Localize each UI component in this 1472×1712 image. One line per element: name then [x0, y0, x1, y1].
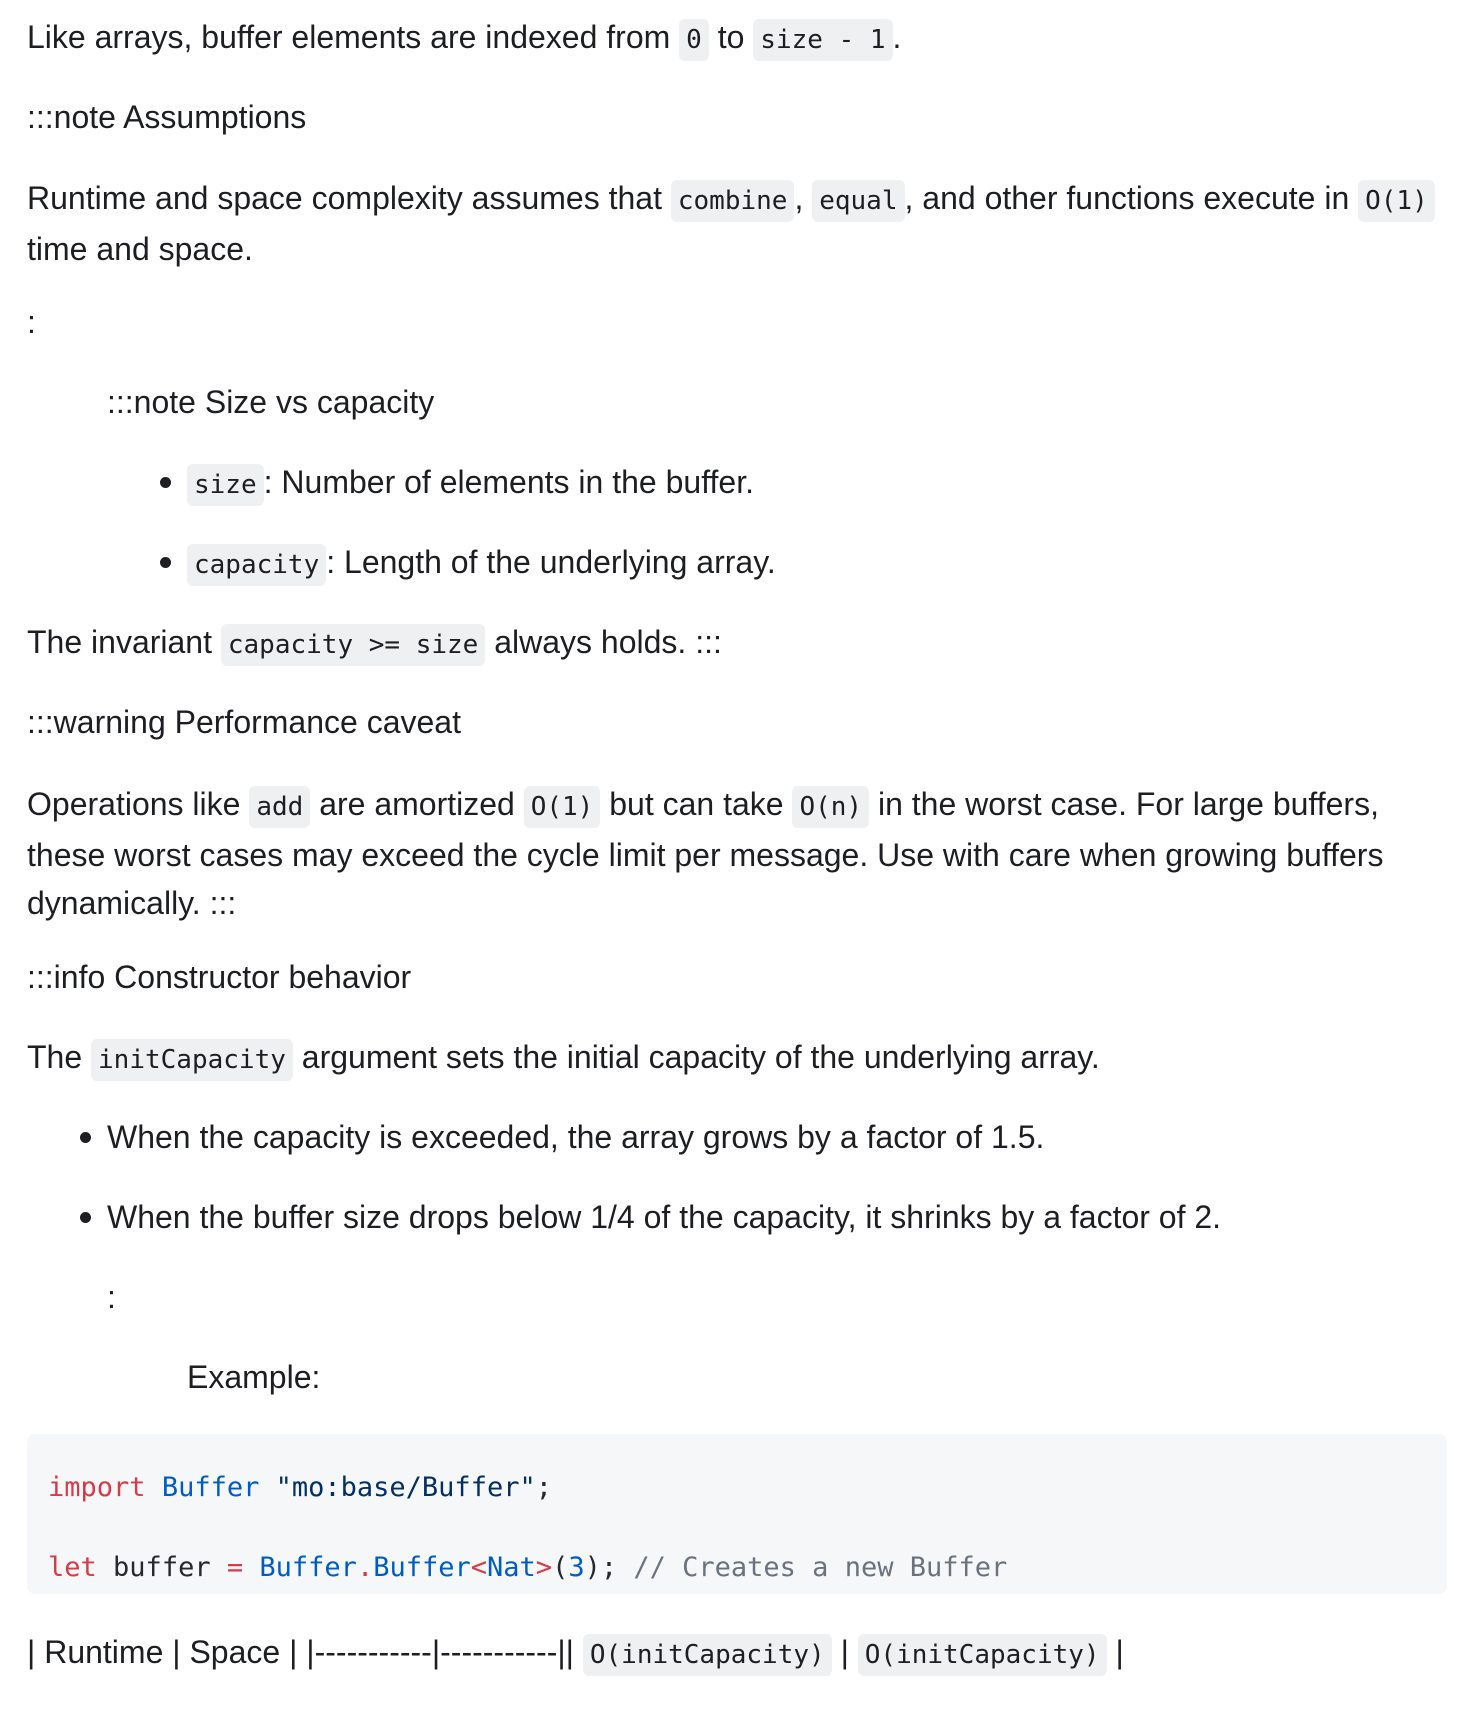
intro-text: Like arrays, buffer elements are indexed from: [27, 19, 680, 55]
inline-code: size - 1: [753, 19, 892, 61]
list-item-text: : Number of elements in the buffer.: [263, 464, 754, 500]
code-punctuation: ;: [535, 1472, 552, 1503]
list-item: When the capacity is exceeded, the array grows by a factor of 1.5.: [107, 1119, 1045, 1155]
code-type: Nat: [487, 1552, 536, 1583]
paragraph-text: are amortized: [310, 786, 524, 822]
inline-code: combine: [671, 180, 795, 222]
table-text: | Runtime | Space | |-----------|-----------||: [27, 1634, 583, 1670]
intro-paragraph: [27, 15, 901, 62]
note-closer: :: [107, 1279, 116, 1315]
example-label: Example:: [187, 1359, 321, 1395]
table-text: |: [831, 1634, 858, 1670]
list-item: [187, 460, 754, 507]
intro-text: .: [892, 19, 902, 55]
code-comment: // Creates a new Buffer: [633, 1552, 1008, 1583]
table-text: |: [1106, 1634, 1124, 1670]
inline-code: capacity >= size: [221, 624, 485, 666]
paragraph-text: argument sets the initial capacity of the underlying array.: [292, 1039, 1100, 1075]
code-line: [48, 1550, 1007, 1586]
bullet-icon: [80, 1132, 91, 1143]
inline-code: size: [187, 464, 264, 506]
paragraph-text: Runtime and space complexity assumes that: [27, 180, 671, 216]
info-heading: :::info Constructor behavior: [27, 959, 412, 995]
code-operator: =: [226, 1552, 244, 1583]
code-line: [48, 1470, 552, 1506]
code-operator: <: [470, 1552, 488, 1583]
code-operator: >: [535, 1552, 553, 1583]
paragraph-text: but can take: [600, 786, 793, 822]
code-identifier: Buffer: [161, 1472, 260, 1503]
list-item-text: : Length of the underlying array.: [326, 544, 776, 580]
paragraph-text: always holds. :::: [485, 624, 722, 660]
paragraph-text: ,: [794, 180, 813, 216]
inline-code: O(n): [792, 786, 869, 828]
list-item: When the buffer size drops below 1/4 of the capacity, it shrinks by a factor of 2.: [107, 1199, 1222, 1235]
inline-code: O(1): [524, 786, 601, 828]
inline-code: initCapacity: [91, 1039, 293, 1081]
paragraph-text: , and other functions execute in: [904, 180, 1359, 216]
paragraph-text: Operations like: [27, 786, 250, 822]
code-punctuation: );: [584, 1552, 618, 1583]
assumptions-paragraph: [27, 174, 1447, 273]
code-identifier: Buffer: [373, 1552, 471, 1583]
code-identifier: Buffer: [259, 1552, 357, 1583]
list-item: [187, 540, 776, 587]
paragraph-text: in the worst case. For large buffers, these worst cases may exceed the cycle limit per message. Use with care when growing buffers dynamically. :::: [27, 786, 1384, 921]
code-operator: .: [356, 1552, 374, 1583]
paragraph-text: The: [27, 1039, 92, 1075]
inline-code: capacity: [187, 544, 326, 586]
intro-text: to: [708, 19, 754, 55]
inline-code: O(initCapacity): [583, 1634, 832, 1676]
code-identifier: buffer: [113, 1552, 211, 1583]
invariant-paragraph: [27, 620, 722, 667]
code-number: 3: [568, 1552, 585, 1583]
bullet-icon: [160, 477, 171, 488]
inline-code: equal: [812, 180, 904, 222]
table-markdown-row: [27, 1630, 1124, 1677]
note-assumptions-heading: :::note Assumptions: [27, 99, 307, 135]
inline-code: O(initCapacity): [858, 1634, 1107, 1676]
warning-heading: :::warning Performance caveat: [27, 704, 461, 740]
code-keyword: import: [48, 1472, 146, 1503]
code-string: "mo:base/Buffer": [275, 1472, 536, 1503]
note-size-heading: :::note Size vs capacity: [107, 384, 435, 420]
code-block: [27, 1434, 1447, 1594]
code-keyword: let: [48, 1552, 97, 1583]
info-paragraph: [27, 1035, 1100, 1082]
inline-code: add: [249, 786, 310, 828]
note-closer: :: [27, 304, 36, 340]
paragraph-text: time and space.: [27, 231, 253, 267]
warning-paragraph: [27, 780, 1447, 927]
paragraph-text: The invariant: [27, 624, 221, 660]
inline-code: 0: [679, 19, 709, 61]
bullet-icon: [80, 1212, 91, 1223]
inline-code: O(1): [1358, 180, 1435, 222]
bullet-icon: [160, 557, 171, 568]
code-punctuation: (: [552, 1552, 569, 1583]
